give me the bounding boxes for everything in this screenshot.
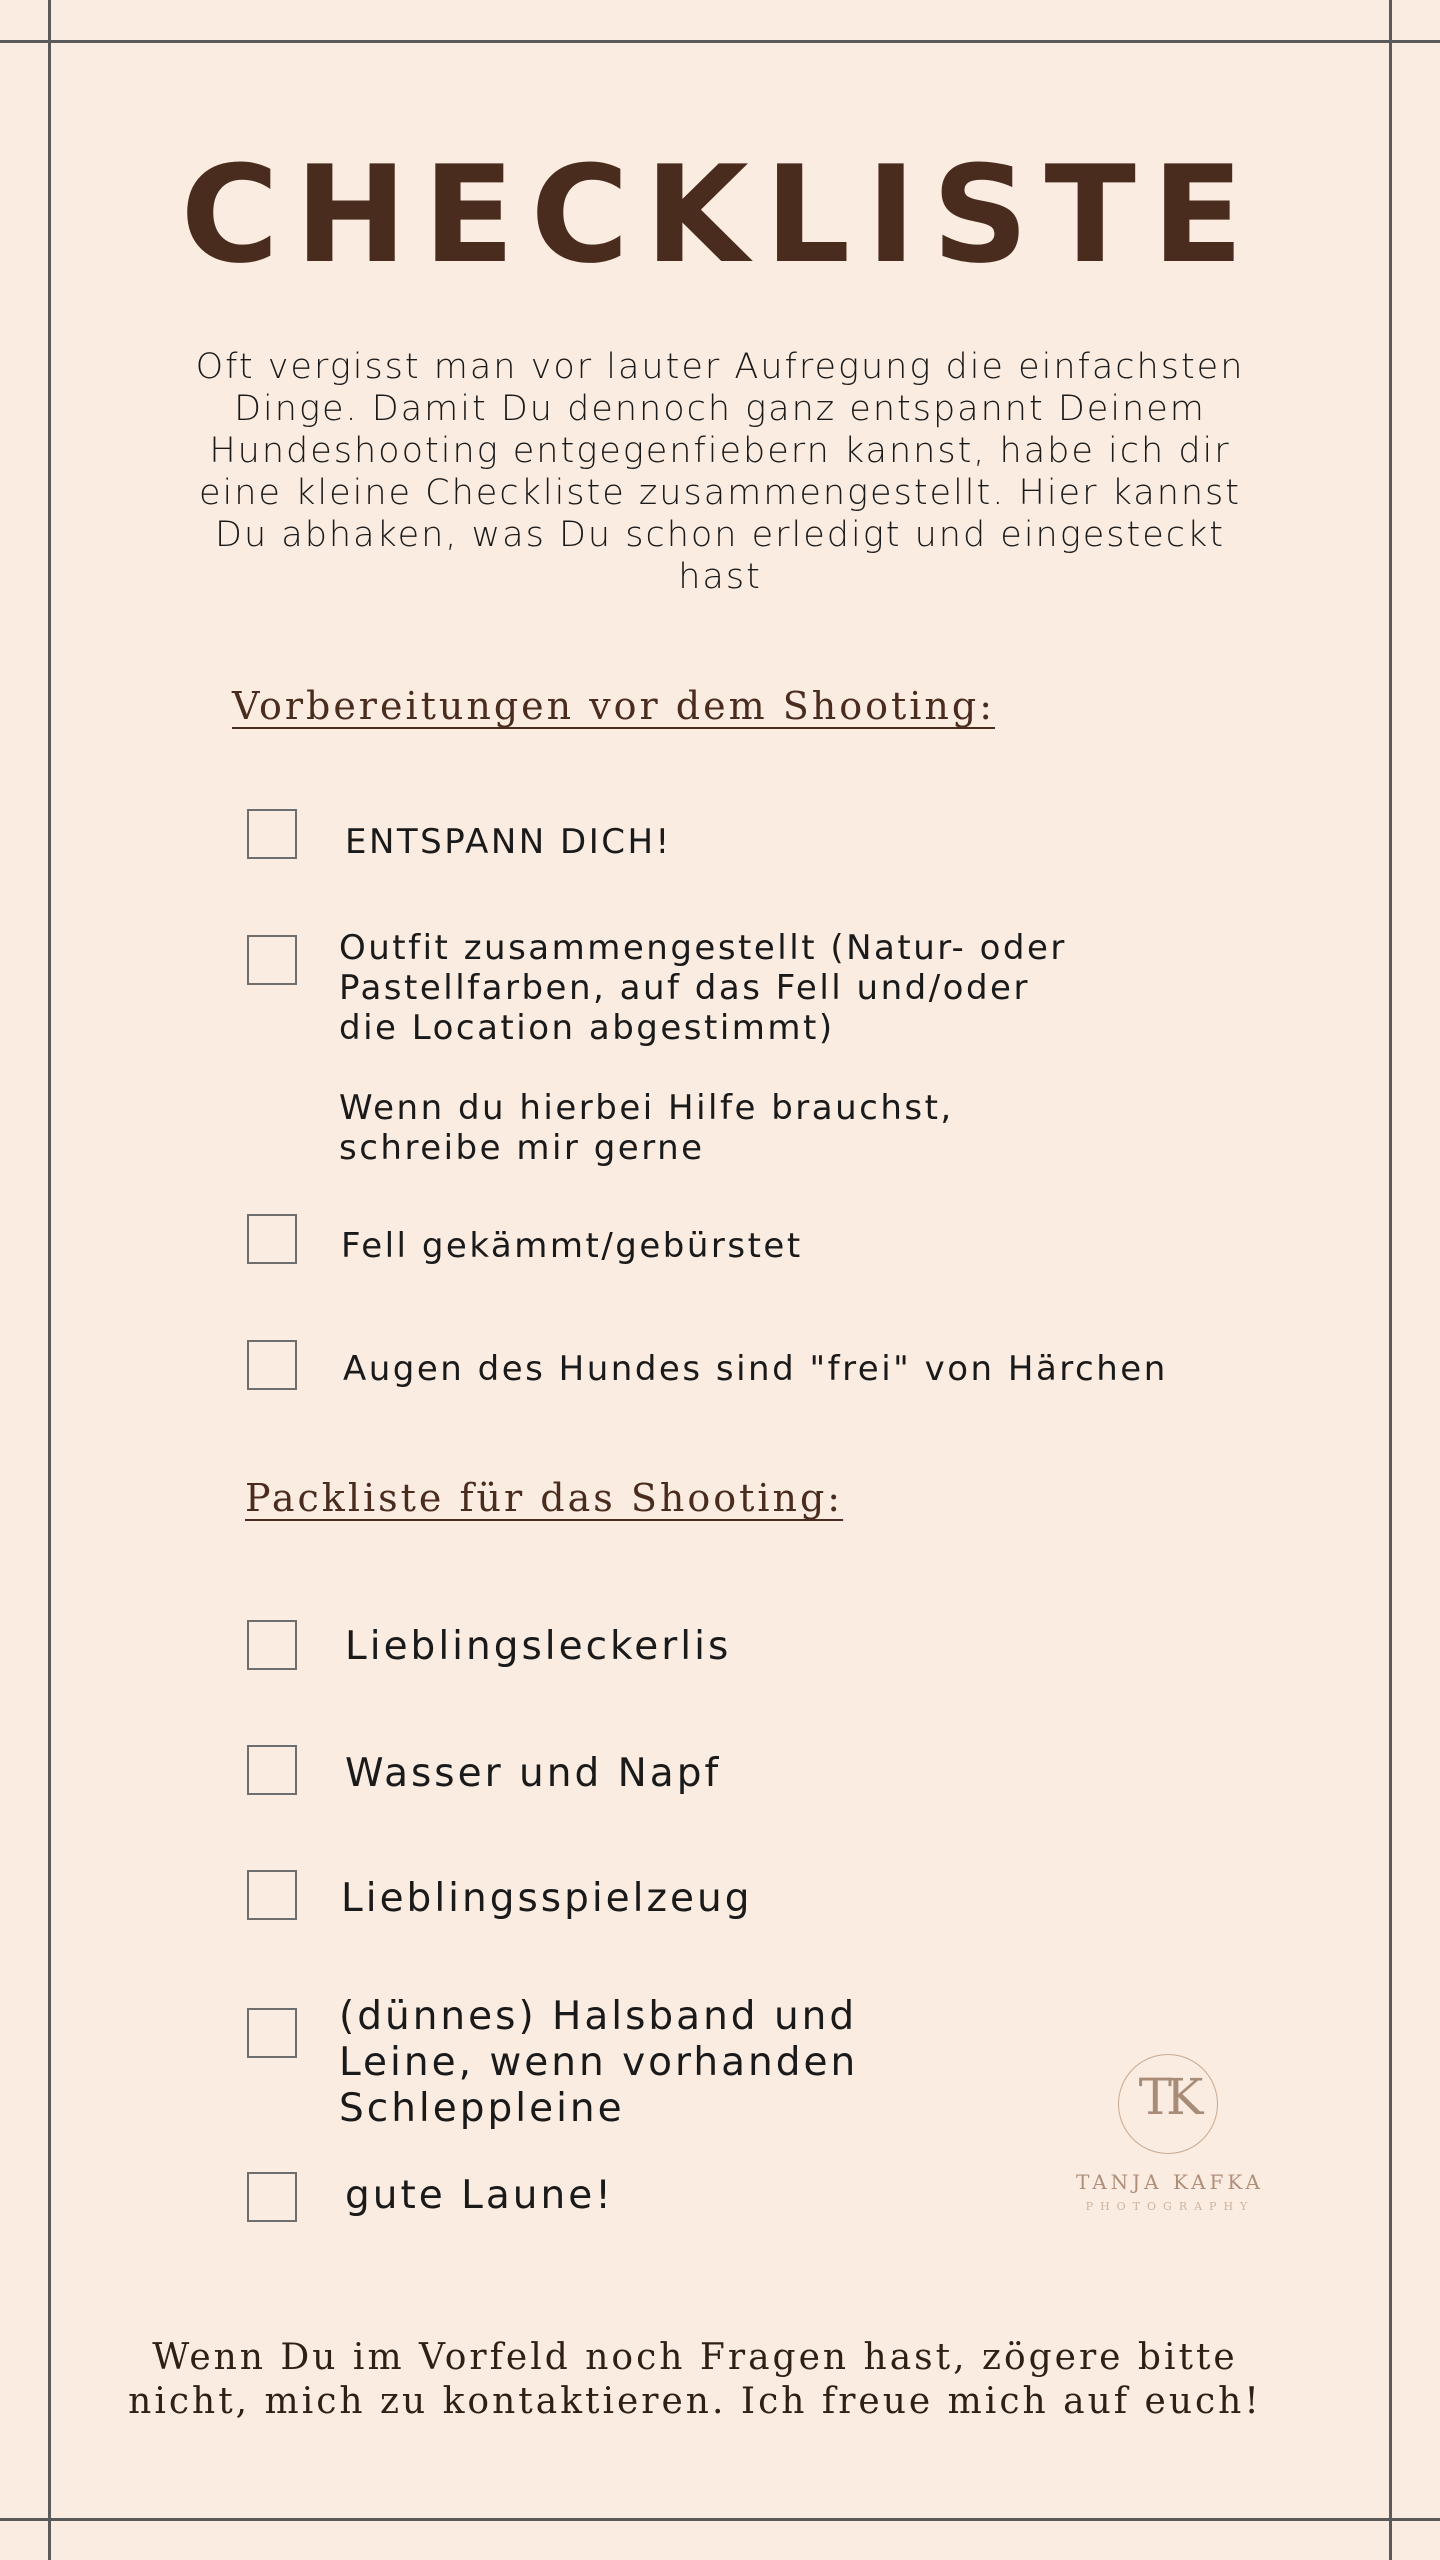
checkbox-eyes[interactable] (247, 1340, 297, 1390)
item-water: Wasser und Napf (345, 1751, 722, 1796)
checkbox-water[interactable] (247, 1745, 297, 1795)
item-treats: Lieblingsleckerlis (345, 1624, 732, 1669)
item-outfit: Outfit zusammengestellt (Natur- oder Pastellfarben, auf das Fell und/oder die Location abgestimmt) Wenn du hierbei Hilfe brauchst, schreibe mir gerne (339, 928, 1067, 1168)
closing-text: Wenn Du im Vorfeld noch Fragen hast, zögere bitte nicht, mich zu kontaktieren. Ich freue mich auf euch! (128, 2337, 1262, 2422)
item-toy: Lieblingsspielzeug (341, 1876, 753, 1921)
item-fur: Fell gekämmt/gebürstet (341, 1226, 803, 1266)
checkbox-toy[interactable] (247, 1870, 297, 1920)
brand-logo (1070, 2050, 1270, 2220)
checkbox-treats[interactable] (247, 1620, 297, 1670)
item-relax: ENTSPANN DICH! (345, 822, 672, 862)
packing-heading: Packliste für das Shooting: (245, 1476, 844, 1520)
checkbox-relax[interactable] (247, 809, 297, 859)
frame-bottom-line (0, 2518, 1440, 2521)
item-leash: (dünnes) Halsband und Leine, wenn vorhanden Schleppleine (339, 1994, 859, 2131)
checkbox-leash[interactable] (247, 2008, 297, 2058)
frame-left-line (48, 0, 51, 2560)
logo-subtitle: PHOTOGRAPHY (1085, 2200, 1255, 2213)
checkbox-mood[interactable] (247, 2172, 297, 2222)
checkbox-outfit[interactable] (247, 935, 297, 985)
logo-monogram: TK (1138, 2068, 1198, 2126)
frame-top-line (0, 40, 1440, 43)
frame-right-line (1389, 0, 1392, 2560)
item-eyes: Augen des Hundes sind "frei" von Härchen (343, 1349, 1168, 1389)
logo-name: TANJA KAFKA (1075, 2170, 1265, 2194)
preparation-heading: Vorbereitungen vor dem Shooting: (232, 684, 996, 728)
intro-text: Oft vergisst man vor lauter Aufregung die einfachsten Dinge. Damit Du dennoch ganz entspannt Deinem Hundeshooting entgegenfiebern kannst, habe ich dir eine kleine Checkliste zusammengestellt. Hier kannst Du abhaken, was Du schon erledigt und eingesteckt hast (195, 347, 1245, 597)
checkbox-fur[interactable] (247, 1214, 297, 1264)
item-mood: gute Laune! (345, 2173, 614, 2218)
page-title: CHECKLISTE (180, 137, 1260, 293)
